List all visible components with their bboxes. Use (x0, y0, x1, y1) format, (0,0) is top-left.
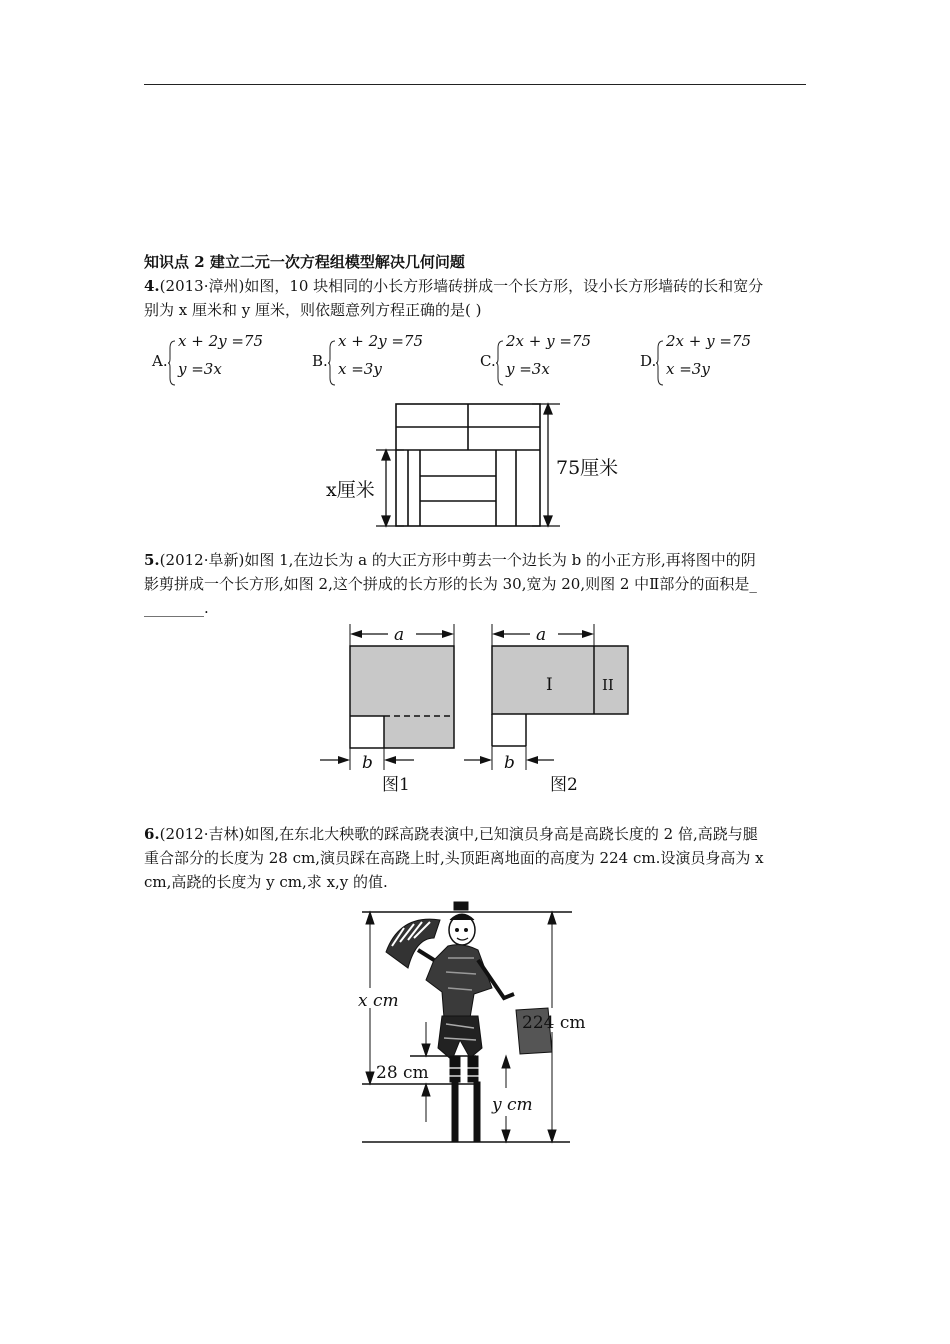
section-title: 知识点 2 建立二元一次方程组模型解决几何问题 (144, 253, 465, 271)
option-label: C. (480, 352, 496, 370)
q6-text (144, 822, 808, 894)
option-label: D. (640, 352, 657, 370)
q5-line3: ________. (144, 599, 209, 617)
equation-1: 2x + y =75 (666, 332, 752, 350)
equation-2: y =3x (178, 360, 222, 378)
q5-number: 5. (144, 551, 160, 569)
equation-1: x + 2y =75 (338, 332, 424, 350)
q6-line2: 重合部分的长度为 28 cm,演员踩在高跷上时,头顶距离地面的高度为 224 cm.设演员身高为 x (144, 849, 764, 867)
q6-source: (2012·吉林) (159, 825, 245, 843)
figure-1 (320, 624, 454, 770)
part-2-label: II (602, 676, 614, 694)
fig1-a-label: a (394, 625, 405, 645)
total-height-label: 224 cm (522, 1013, 586, 1033)
y-cm-label: y cm (492, 1095, 533, 1115)
q6-line1: 如图,在东北大秧歌的踩高跷表演中,已知演员身高是高跷长度的 2 倍,高跷与腿 (244, 825, 758, 843)
header-rule (144, 84, 806, 85)
q4-source: (2013·漳州) (159, 277, 245, 295)
fig1-caption: 图1 (382, 775, 410, 795)
option-label: B. (312, 352, 328, 370)
q5-line1: 如图 1,在边长为 a 的大正方形中剪去一个边长为 b 的小正方形,再将图中的阴 (244, 551, 756, 569)
brace-icon (496, 340, 504, 386)
part-1-label: I (546, 675, 553, 695)
equation-1: 2x + y =75 (506, 332, 592, 350)
q5-source: (2012·阜新) (159, 551, 245, 569)
fig1-b-label: b (362, 753, 373, 773)
brace-icon (168, 340, 176, 386)
q4-line2: 别为 x 厘米和 y 厘米，则依题意列方程正确的是( ) (144, 301, 482, 319)
x-label: x厘米 (326, 479, 375, 501)
q6-number: 6. (144, 825, 160, 843)
q6-line3: cm,高跷的长度为 y cm,求 x,y 的值. (144, 873, 388, 891)
fig2-caption: 图2 (550, 775, 578, 795)
q4-number: 4. (144, 277, 160, 295)
fig2-a-label: a (536, 625, 547, 645)
figure-2 (464, 624, 628, 770)
brace-icon (328, 340, 336, 386)
fig2-b-label: b (504, 753, 515, 773)
equation-2: x =3y (338, 360, 382, 378)
equation-2: y =3x (506, 360, 550, 378)
q4-text (144, 274, 808, 322)
q6-stilt-figure (356, 898, 592, 1150)
equation-2: x =3y (666, 360, 710, 378)
q5-text (144, 548, 808, 620)
q5-line2: 影剪拼成一个长方形,如图 2,这个拼成的长方形的长为 30,宽为 20,则图 2 中Ⅱ部分的面积是_ (144, 575, 757, 593)
q5-figure (318, 620, 638, 798)
equation-1: x + 2y =75 (178, 332, 264, 350)
x-cm-label: x cm (358, 991, 399, 1011)
height-label: 75厘米 (556, 457, 619, 479)
q4-brick-figure (320, 398, 640, 538)
brace-icon (656, 340, 664, 386)
option-label: A. (152, 352, 168, 370)
overlap-label: 28 cm (376, 1063, 429, 1083)
q4-line1: 如图，10 块相同的小长方形墙砖拼成一个长方形，设小长方形墙砖的长和宽分 (244, 277, 764, 295)
